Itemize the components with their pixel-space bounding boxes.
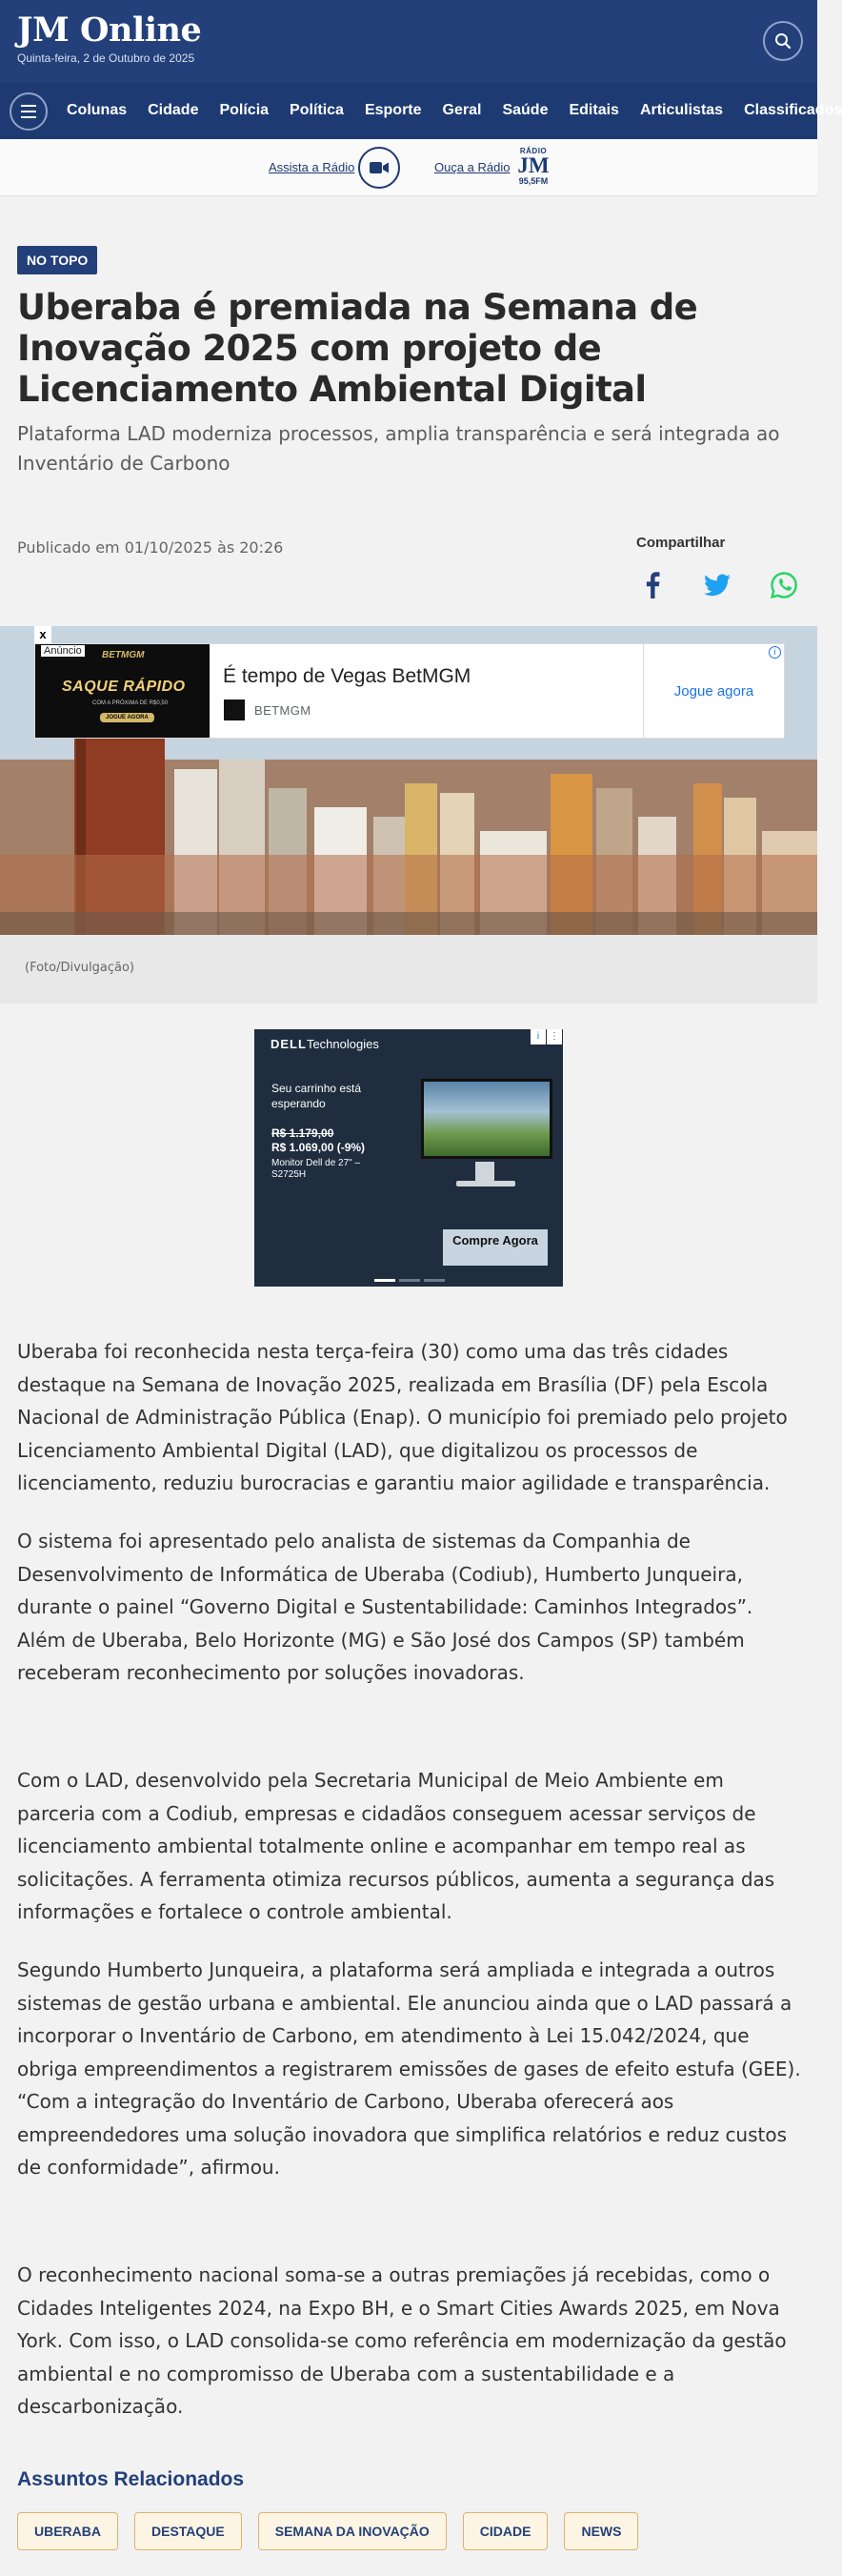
nav-items xyxy=(67,82,842,139)
publish-date: Publicado em 01/10/2025 às 20:26 xyxy=(17,538,284,557)
ad-advertiser: BETMGM xyxy=(254,703,311,718)
nav-item-politica[interactable]: Política xyxy=(290,102,344,118)
site-header xyxy=(0,0,817,82)
nav-item-geral[interactable]: Geral xyxy=(442,102,482,118)
article-paragraph: Segundo Humberto Junqueira, a plataforma será ampliada e integrada a outros sistemas de gestão urbana e ambiental. Ele anunciou ainda que o LAD passará a incorporar o Inventário de Carbono, em atendimento à Lei 15.042/2024, que obriga empreendimentos a registrarem emissões de gases de efeito estufa (GEE). xyxy=(17,1958,801,2080)
ad-image-brand: BETMGM xyxy=(102,650,145,660)
main-nav xyxy=(0,82,842,139)
advertiser-logo xyxy=(224,700,245,720)
nav-item-editais[interactable]: Editais xyxy=(569,102,619,118)
radio-logo-main: JM xyxy=(517,153,550,177)
watch-radio-button[interactable] xyxy=(358,147,400,189)
dell-cta-button[interactable]: Compre Agora xyxy=(443,1229,548,1266)
ad-options-icon[interactable]: ⋮ xyxy=(547,1029,562,1045)
radio-jm-logo[interactable] xyxy=(512,147,554,191)
article-paragraph: O reconhecimento nacional soma-se a outras premiações já recebidas, como o Cidades Inteligentes 2024, na Expo BH, e o Smart Cities Awards 2025, em Nova York. Com isso, o LAD consolida-se como referência em modernização da gestão ambiental e no compromisso de Uberaba com a sustentabilidade e a descarbonização. xyxy=(17,2263,787,2419)
tag-cidade[interactable]: CIDADE xyxy=(463,2512,549,2550)
radio-logo-freq: 95,5FM xyxy=(518,176,549,186)
tag-destaque[interactable]: DESTAQUE xyxy=(134,2512,242,2550)
dell-product-name: Monitor Dell de 27" – S2725H xyxy=(271,1158,361,1180)
related-topics-title: Assuntos Relacionados xyxy=(17,2468,245,2490)
dell-logo-rest: Technologies xyxy=(306,1037,379,1051)
nav-item-classificados[interactable]: Classificados xyxy=(744,102,842,118)
radio-bar xyxy=(0,139,817,196)
radio-logo-top: RÁDIO xyxy=(519,147,548,155)
monitor-stand xyxy=(475,1162,494,1183)
hamburger-menu-icon[interactable] xyxy=(10,92,48,131)
article-paragraph: “Com a integração do Inventário de Carbono, Uberaba oferecerá aos empreendedores uma solução inovadora que simplifica relatórios e reduz custos de conformidade”, afirmou. xyxy=(17,2090,788,2180)
monitor-image xyxy=(421,1079,552,1159)
article-paragraph: Com o LAD, desenvolvido pela Secretaria Municipal de Meio Ambiente em parceria com a Codiub, empresas e cidadãos conseguem acessar serviços de licenciamento ambiental totalmente online e acompanhar em tempo real as solicitações. A ferramenta otimiza recursos públicos, aumenta a segurança das informações e fortalece o controle ambiental. xyxy=(17,1769,775,1924)
ad-close-button[interactable]: x xyxy=(34,626,51,643)
watch-radio-link[interactable]: Assista a Rádio xyxy=(269,160,355,174)
share-label: Compartilhar xyxy=(636,535,726,551)
nav-item-saude[interactable]: Saúde xyxy=(502,102,549,118)
whatsapp-icon[interactable] xyxy=(768,569,800,601)
tag-uberaba[interactable]: UBERABA xyxy=(17,2512,118,2550)
dell-old-price: R$ 1.179,00 xyxy=(271,1126,334,1140)
ad-image-cta: JOGUE AGORA xyxy=(100,713,154,722)
ad-image[interactable] xyxy=(35,644,210,738)
tag-semana-da-inovacao[interactable]: SEMANA DA INOVAÇÃO xyxy=(258,2512,447,2550)
dell-new-price: R$ 1.069,00 (-9%) xyxy=(271,1141,366,1154)
current-date: Quinta-feira, 2 de Outubro de 2025 xyxy=(17,51,195,65)
ad-cta-button[interactable]: Jogue agora xyxy=(673,682,754,700)
ad-cta-area[interactable] xyxy=(643,644,784,738)
listen-radio-link[interactable]: Ouça a Rádio xyxy=(434,160,511,174)
article-paragraph: O sistema foi apresentado pelo analista de sistemas da Companhia de Desenvolvimento de Informática de Uberaba (Codiub), Humberto Junqueira, durante o painel “Governo Digital e Sustentabilidade: Caminhos Integrados”. Além de Uberaba, Belo Horizonte (MG) e São José dos Campos (SP) também receberam reconhecimento por soluções inovadoras. xyxy=(17,1530,753,1685)
search-button[interactable] xyxy=(763,21,803,61)
carousel-dots[interactable] xyxy=(374,1279,445,1282)
nav-item-articulistas[interactable]: Articulistas xyxy=(639,102,724,118)
facebook-icon[interactable] xyxy=(636,569,669,601)
ad-image-subtext: COM A PRÓXIMA DE R$0,50 xyxy=(92,700,169,706)
related-tags xyxy=(17,2512,638,2550)
article-subtitle: Plataforma LAD moderniza processos, amplia transparência e será integrada ao Inventário de Carbono xyxy=(17,422,780,475)
ad-image-promo: SAQUE RÁPIDO xyxy=(62,679,186,695)
dell-logo-bold: DELL xyxy=(271,1037,307,1051)
twitter-icon[interactable] xyxy=(701,569,733,601)
nav-item-policia[interactable]: Polícia xyxy=(219,102,270,118)
nav-item-esporte[interactable]: Esporte xyxy=(364,102,422,118)
betmgm-ad-banner[interactable] xyxy=(34,643,785,739)
photo-caption: (Foto/Divulgação) xyxy=(25,961,134,975)
ad-info-icon[interactable]: i xyxy=(769,646,781,659)
article-headline: Uberaba é premiada na Semana de Inovação 2025 com projeto de Licenciamento Ambiental Digital xyxy=(17,287,698,410)
search-icon xyxy=(774,32,792,50)
site-brand[interactable] xyxy=(17,11,201,65)
article-paragraph: Uberaba foi reconhecida nesta terça-feira (30) como uma das três cidades destaque na Semana de Inovação 2025, realizada em Brasília (DF) pela Escola Nacional de Administração Pública (Enap). O município foi premiado pelo projeto Licenciamento Ambiental Digital (LAD), que digitalizou os processos de licenciamento, reduziu burocracias e garantiu maior agilidade e transparência. xyxy=(17,1340,788,1495)
ad-title[interactable]: É tempo de Vegas BetMGM xyxy=(223,665,471,687)
tag-news[interactable]: NEWS xyxy=(564,2512,638,2550)
ad-info-icon[interactable]: i xyxy=(531,1029,546,1045)
category-badge[interactable]: NO TOPO xyxy=(17,246,97,274)
nav-item-colunas[interactable]: Colunas xyxy=(67,102,128,118)
photo-caption-bar xyxy=(0,935,817,1004)
ad-label: Anúncio xyxy=(41,645,85,657)
nav-item-cidade[interactable]: Cidade xyxy=(148,102,199,118)
dell-ad[interactable] xyxy=(254,1029,563,1287)
site-title[interactable]: JM Online xyxy=(17,10,202,50)
video-camera-icon xyxy=(370,161,389,174)
dell-logo xyxy=(271,1037,379,1051)
dell-ad-message: Seu carrinho está esperando xyxy=(271,1082,362,1110)
monitor-base xyxy=(456,1181,515,1187)
